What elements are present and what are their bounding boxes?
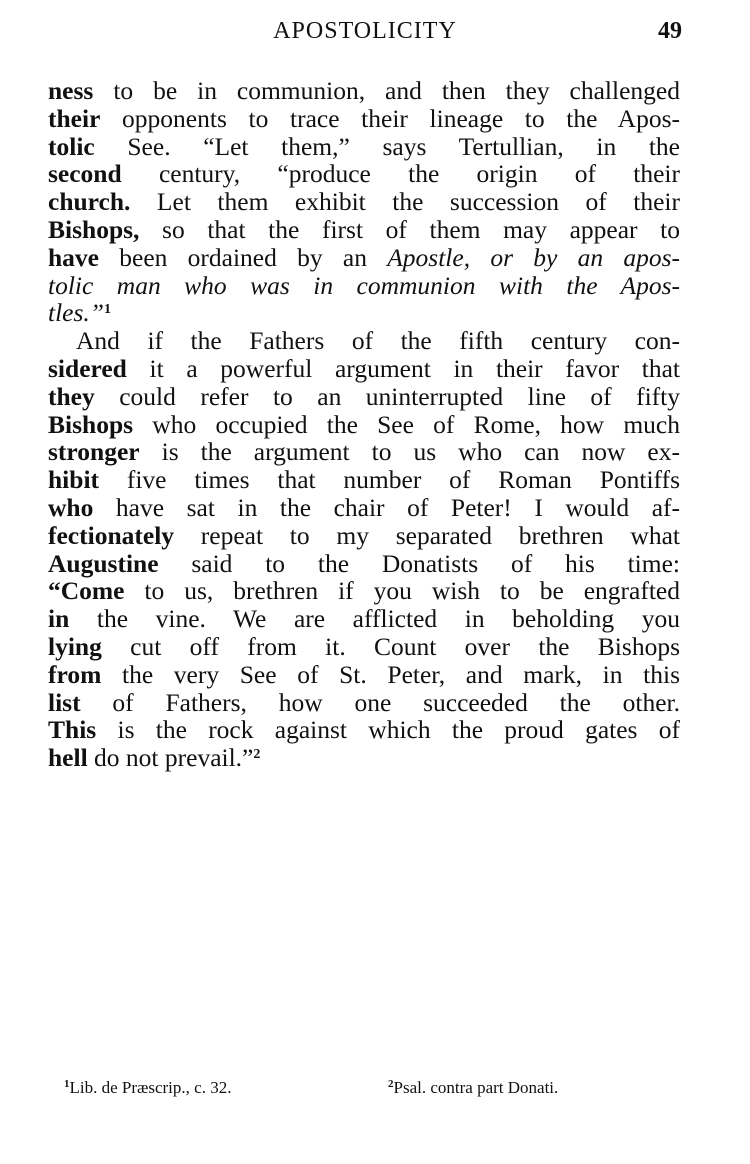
paragraph-start-line: And if the Fathers of the fifth century con- [76, 326, 680, 356]
footnote-2: $^2$Psal. contra part Donati. [388, 1078, 559, 1097]
text-line: fectionately repeat to my separated brethren what [48, 520, 680, 550]
text-line: hell do not prevail.”$^2$ [48, 743, 261, 773]
text-line: This is the rock against which the proud gates of [48, 715, 680, 745]
text-line: from the very See of St. Peter, and mark, in this [48, 659, 680, 689]
text-line: church. Let them exhibit the succession of their [48, 187, 680, 217]
page-number: 49 [658, 18, 682, 44]
text-line: Bishops, so that the first of them may appear to [48, 214, 680, 244]
text-line: Bishops who occupied the See of Rome, how much [48, 409, 680, 439]
page-header [48, 18, 682, 48]
text-line: second century, “produce the origin of their [48, 159, 680, 189]
running-title: APOSTOLICITY [273, 18, 457, 44]
text-line: who have sat in the chair of Peter! I would af- [48, 492, 680, 522]
text-line: hibit five times that number of Roman Pontiffs [48, 465, 680, 495]
text-line: their opponents to trace their lineage to the Apos- [48, 103, 680, 133]
text-line: sidered it a powerful argument in their favor that [48, 353, 680, 383]
text-line: tolic man who was in communion with the Apos- [48, 270, 680, 300]
body-text [48, 77, 680, 772]
text-line: list of Fathers, how one succeeded the other. [48, 687, 680, 717]
footnote-1: $^1$Lib. de Præscrip., c. 32. [64, 1078, 232, 1097]
text-line: in the vine. We are afflicted in beholding you [48, 604, 680, 634]
text-line: they could refer to an uninterrupted line of fifty [48, 381, 680, 411]
text-line: Augustine said to the Donatists of his time: [48, 548, 680, 578]
text-line: tles.”$^1$ [48, 298, 111, 328]
text-line: have been ordained by an Apostle, or by an apos- [48, 242, 680, 272]
text-line: “Come to us, brethren if you wish to be engrafted [48, 576, 680, 606]
text-line: stronger is the argument to us who can now ex- [48, 437, 680, 467]
text-line: tolic See. “Let them,” says Tertullian, in the [48, 131, 680, 161]
text-line: lying cut off from it. Count over the Bishops [48, 631, 680, 661]
footnote-ref-1: 1 [103, 302, 111, 318]
text-line: ness to be in communion, and then they challenged [48, 76, 680, 105]
footnote-ref-2: 2 [253, 747, 261, 763]
